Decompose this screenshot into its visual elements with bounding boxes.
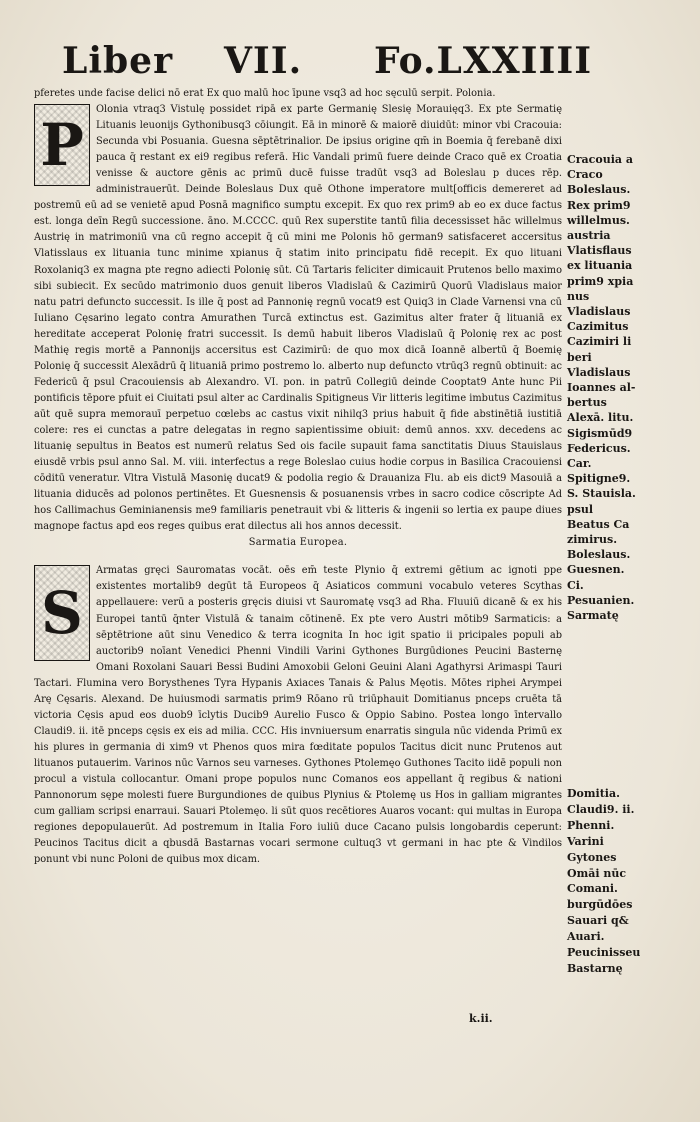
margin-note: bertus — [567, 396, 607, 410]
margin-note: nus — [567, 289, 590, 303]
sarmatia-heading: Sarmatia Europea. — [248, 537, 348, 549]
margin-note: Alexā. litu. — [567, 411, 634, 425]
margin-note: Pesuanien. — [567, 593, 635, 607]
margin-note: S. Stauisla. — [567, 487, 636, 501]
decorated-initial-p: P — [34, 104, 90, 186]
margin-note: Sigismūd9 — [567, 426, 633, 440]
margin-note: Federicus. — [567, 441, 631, 455]
margin-note: burgūdōes — [567, 898, 633, 912]
margin-note: Rex prim9 — [567, 198, 631, 212]
margin-note: Peucinisseu — [567, 946, 641, 960]
margin-note: Domitia. — [567, 787, 620, 800]
section-sarmatia — [34, 563, 562, 868]
margin-note: Omāi nūc — [567, 866, 627, 880]
polonia-paragraph: Olonia vtraq3 Vistulę possidet ripā ex parte Germanię Slesię Morauięq3. Ex pte Sermatię Lituanis leuonijs Gythonibusq3 cōiungit. Eā in minorē & maiorē diuidūt: minor vbi Cracouia: Secunda vbi Posuania. Guesna sēptētrinalior. De ipsius origine qm̄ in Boemia q̄ ferebanē dixi pauca q̄ restant ex ei9 regibus referā. Hic Vandali primū fuere deinde Craco quē ex Croatia venisse & auctore gēnis ac primū ducē fuisse tradūt vsq3 ad Boleslau p duces rēp. administrauerūt. Deinde Boleslaus Dux quē Othone imperatore mult[officis demereret ad postremū eū ad se venietē apud Posnā magnifico sumptu excepit. Ex quo rex prim9 ab eo ex duce factus est. longa deīn Regū successione. āno. M.CCCC. quū Rex superstite tantū filia decessisset hāc willelmus Austrię in matrimoniū vna cū regno accepit q̄ cū mini me Polonis hō german9 satisfaceret accersitus Vlatisslaus ex lituania tunc minime xpianus q̄ statim inito principatu fidē recepit. Ex quo lituani Roxolaniq3 ex magna pte regno adiecti Polonię sūt. Cū Tartaris feliciter dimicauit Prutenos bello maximo sibi subiecit. Ex secūdo matrimonio duos genuit liberos Vladislaū & Cazimirū Quorū Vladislaus maior natu patri defuncto successit. Is ille q̄ post ad Pannonię regnū vocat9 est Quiq3 in Clade Varnensi vna cū Iuliano Cęsarino legato contra Amurathen Turcā extinctus est. Gazimitus alter frater q̄ lituaniā ex hereditate acceperat Polonię fratri successit. Is demū habuit liberos Vladislaū q̄ Polonię rex ac post Mathię regis mortē a Pannonijs accersitus est Cazimirū: de quo mox dicā Ioannē albertū q̄ Boemię Polonię q̄ successit Alexādrū q̄ lituaniā primo postremo lo. alberto nup defuncto vtrūq3 regnū obtinuit: ac Federicū q̄ psul Cracouiensis ab Alexandro. VI. pon. in patrū Collegiū deinde Cooptat9 Ante hunc Pii pontificis tēpore pfuit ei Ciuitati psul alter ac Cardinalis Spitigneus Vir litteris legitime imbutus Cazimitus aūt quē supra memorauī perpetuo cœlebs ac castus vixit nihilq3 prius habuit q̄ fide abstinētiā iustitiā colere: res ei cunctas a patre delegatas in regno sapientissime obiuit: demū annos. xxv. decedens ac lituanię sepultus in Beatos est numerū relatus Sed ois facile supauit fama sanctitatis Diuus Stauislaus eiusdē vrbis psul anno Sal. M. viii. interfectus a rege Boleslao cuius hodie corpus in Basilica Cracouiensi cōditū veneratur. Vltra Vistulā Masonię ducat9 & podolia regio & Drauaniza Flu. ab eis dict9 Masouiā a lituania diducēs ad polonos pertinētes. Et Guesnensis & posuanensis vrbes in sacro codice cōscripte Ad hos Callimachus Geminianensis me9 familiaris penetrauit vbi & litteris & ingenii so lertia ex paupe diues magnope factus apd eos reges quibus erat dilectus ali hos annos decessit. — [34, 104, 562, 533]
margin-note: Spitigne9. — [567, 472, 631, 486]
decorated-initial-s: S — [34, 565, 90, 661]
margin-note: Ioannes al- — [567, 381, 636, 395]
signature-mark: k.ii. — [469, 1012, 493, 1025]
margin-note: Gytones — [567, 850, 617, 864]
margin-note: Vladislaus — [567, 365, 631, 379]
margin-note: Cazimitus — [567, 320, 629, 334]
margin-note: Car. — [567, 457, 592, 471]
margin-notes-group-1 — [567, 152, 692, 623]
sarmatia-paragraph: Armatas gręci Sauromatas vocāt. oēs em̄ teste Plynio q̄ extremi gētium ac ignoti ppe existentes mortalib9 degūt tā Europeos q̄ Asiaticos communi vocabulo veteres Scythas appellauere: verū a posteris gręcis diuisi vt Sauromatę vsq3 ad Rha. Fluuiū dicanē & ex his Europei tantū q̄nter Vistulā & tanaim cōtinenē. Ex pte vero Austri mōtib9 Sarmaticis: a sēptētrione aūt sinu Venedico & terra icognita In hoc igit spatio ii pricipales populi ab auctorib9 noīant Venedici Phenni Vindili Varini Gythones Burgūdiones Peucini Basternę Omani Roxolani Sauari Bessi Budini Amoxobii Geloni Geuini Alani Agathyrsi Arimaspi Tauri Tactari. Flumina vero Borysthenes Tyra Hypanis Axiaces Tanais & Palus Męotis. Mōtes riphei Arympei Arę Cęsaris. Alexand. De huiusmodi sarmatis prim9 Rōano rū triūphauit Domitianus pnceps cruēta tā victoria Cęsis apud eos duob9 īclytis Ducib9 Aurelio Fusco & Oppio Sabino. Postea longo īntervallo Claudi9. ii. itē pnceps cęsis ex eis ad milia. CCC. His invniuersum enarratis singula nūc videnda Primū ex his plures in germania di xim9 vt Phenos quos mira fœditate populos Tacitus dicit nunc Prutenos aut lituanos putauerim. Varinos nūc Varnos seu varneses. Gythones Ptolemęo Guthones Tacito iidē populi non procul a vistula collocantur. Omani prope populos nunc Comanos eos appellant q̄ regibus & nationi Pannonorum sępe molesti fuere Burgundiones de quibus Plynius & Ptolemę us Hos in galliam migrantes cum galliam scripsi enarraui. Sauari Ptolemęo. li sūt quos recētiores Auaros vocant: qui multas in Europa regiones depopulauerūt. Ad postremum in Italia Foro iuliū duce Cacano pulsis longobardis ceperunt: Peucinos Tacitus dicit a qbusdā Bastarnas vocari sermone cultuq3 vt germani in hac pte & Vindilos ponunt vbi nunc Poloni de quibus mox dicam. — [34, 565, 562, 866]
margin-note: Guesnen. — [567, 563, 625, 577]
margin-note: Boleslaus. — [567, 548, 631, 562]
section-polonia — [34, 102, 562, 535]
first-text-line: pferetes unde facise delici nō erat Ex quo malū hoc īpune vsq3 ad hoc sęculū serpit. Polonia. — [34, 88, 496, 99]
margin-note: Claudi9. ii. — [567, 802, 635, 816]
margin-note: Sauari q& — [567, 914, 629, 928]
margin-note: Vlatisflaus — [567, 244, 632, 258]
margin-note: Craco — [567, 168, 603, 182]
header-book-label: Liber — [62, 40, 174, 82]
margin-note: Boleslaus. — [567, 183, 631, 197]
margin-note: zimirus. — [567, 533, 618, 547]
header-book-number: VII. — [224, 40, 303, 82]
margin-note: Cracouia a — [567, 153, 633, 166]
header-folio-number: Fo.LXXIIII — [374, 40, 593, 82]
margin-note: Sarmatę — [567, 609, 619, 623]
margin-note: Ci. — [567, 578, 584, 592]
margin-note: Auari. — [567, 930, 605, 944]
margin-note: psul — [567, 502, 594, 516]
margin-note: Beatus Ca — [567, 517, 630, 531]
margin-note: Varini — [567, 834, 604, 848]
margin-note: Phenni. — [567, 818, 615, 832]
margin-note: Vladislaus — [567, 305, 631, 319]
main-text-column — [34, 86, 562, 868]
margin-note: beri — [567, 350, 592, 364]
margin-note: Comani. — [567, 882, 618, 896]
margin-note: Bastarnę — [567, 961, 623, 975]
margin-note: ex lituania — [567, 259, 633, 273]
margin-note: austria — [567, 229, 611, 243]
margin-note: Cazimiri li — [567, 335, 632, 349]
page-header — [62, 40, 593, 86]
margin-note: willelmus. — [567, 213, 630, 227]
margin-note: prim9 xpia — [567, 274, 634, 288]
margin-notes-group-2 — [567, 786, 692, 977]
